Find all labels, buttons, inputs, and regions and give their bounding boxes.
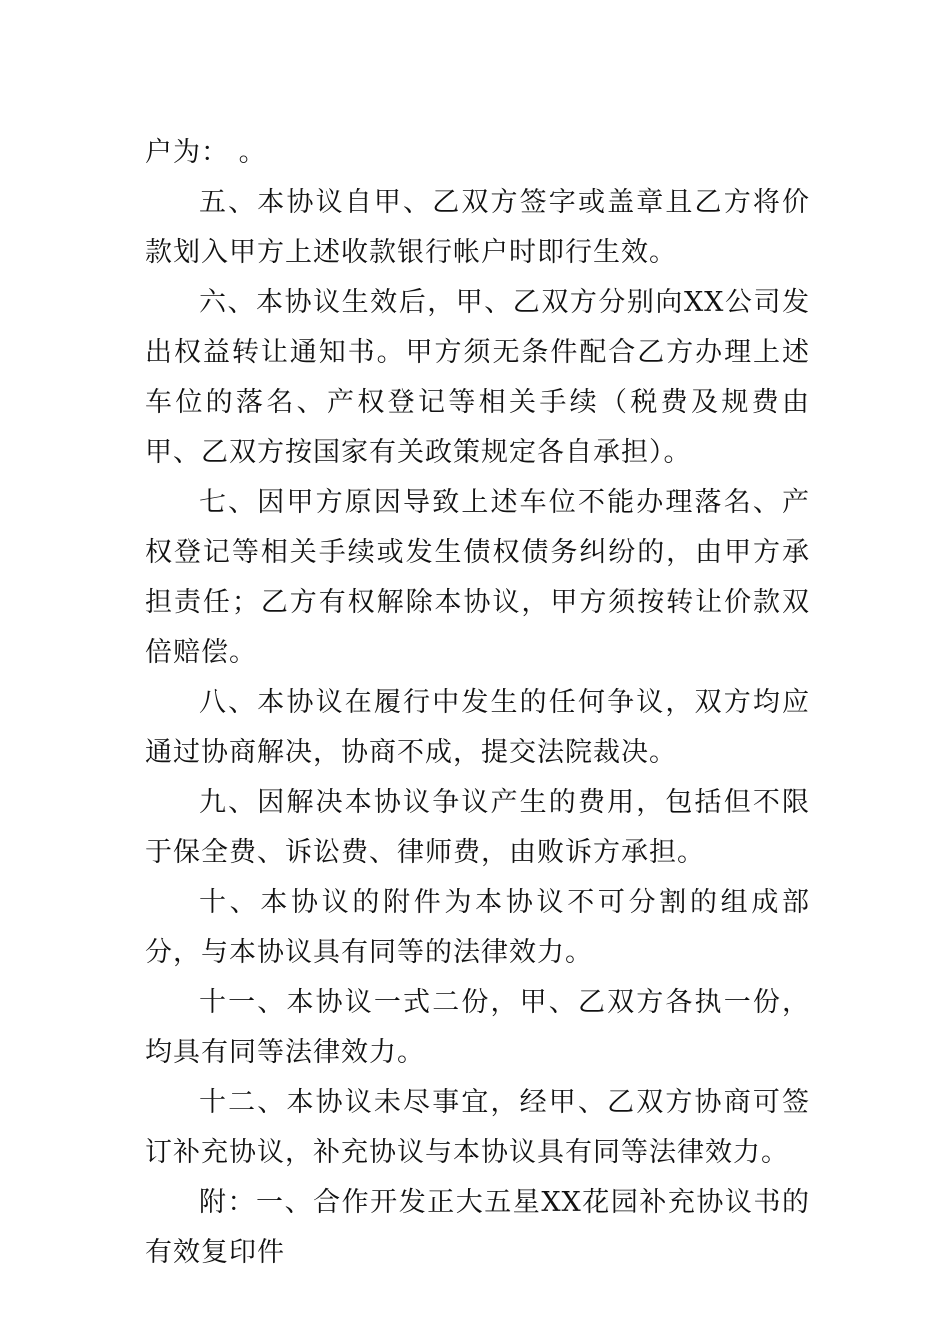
- paragraph-clause-6: 六、本协议生效后，甲、乙双方分别向XX公司发出权益转让通知书。甲方须无条件配合乙方办理上述车位的落名、产权登记等相关手续（税费及规费由甲、乙双方按国家有关政策规定各自承担）。: [145, 287, 810, 468]
- paragraph-continuation: 户为： 。: [145, 137, 267, 168]
- paragraph-clause-12: 十二、本协议未尽事宜，经甲、乙双方协商可签订补充协议，补充协议与本协议具有同等法律效力。: [145, 1087, 810, 1168]
- paragraph-clause-5: 五、本协议自甲、乙双方签字或盖章且乙方将价款划入甲方上述收款银行帐户时即行生效。: [145, 187, 810, 268]
- paragraph-clause-7: 七、因甲方原因导致上述车位不能办理落名、产权登记等相关手续或发生债权债务纠纷的，由甲方承担责任；乙方有权解除本协议，甲方须按转让价款双倍赔偿。: [145, 487, 810, 668]
- paragraph-attachment: 附：一、合作开发正大五星XX花园补充协议书的有效复印件: [145, 1187, 810, 1268]
- paragraph-clause-8: 八、本协议在履行中发生的任何争议，双方均应通过协商解决，协商不成，提交法院裁决。: [145, 687, 810, 768]
- paragraph-clause-11: 十一、本协议一式二份，甲、乙双方各执一份，均具有同等法律效力。: [145, 987, 810, 1068]
- paragraph-clause-10: 十、本协议的附件为本协议不可分割的组成部分，与本协议具有同等的法律效力。: [145, 887, 810, 968]
- document-body: [145, 128, 810, 1278]
- paragraph-clause-9: 九、因解决本协议争议产生的费用，包括但不限于保全费、诉讼费、律师费，由败诉方承担。: [145, 787, 810, 868]
